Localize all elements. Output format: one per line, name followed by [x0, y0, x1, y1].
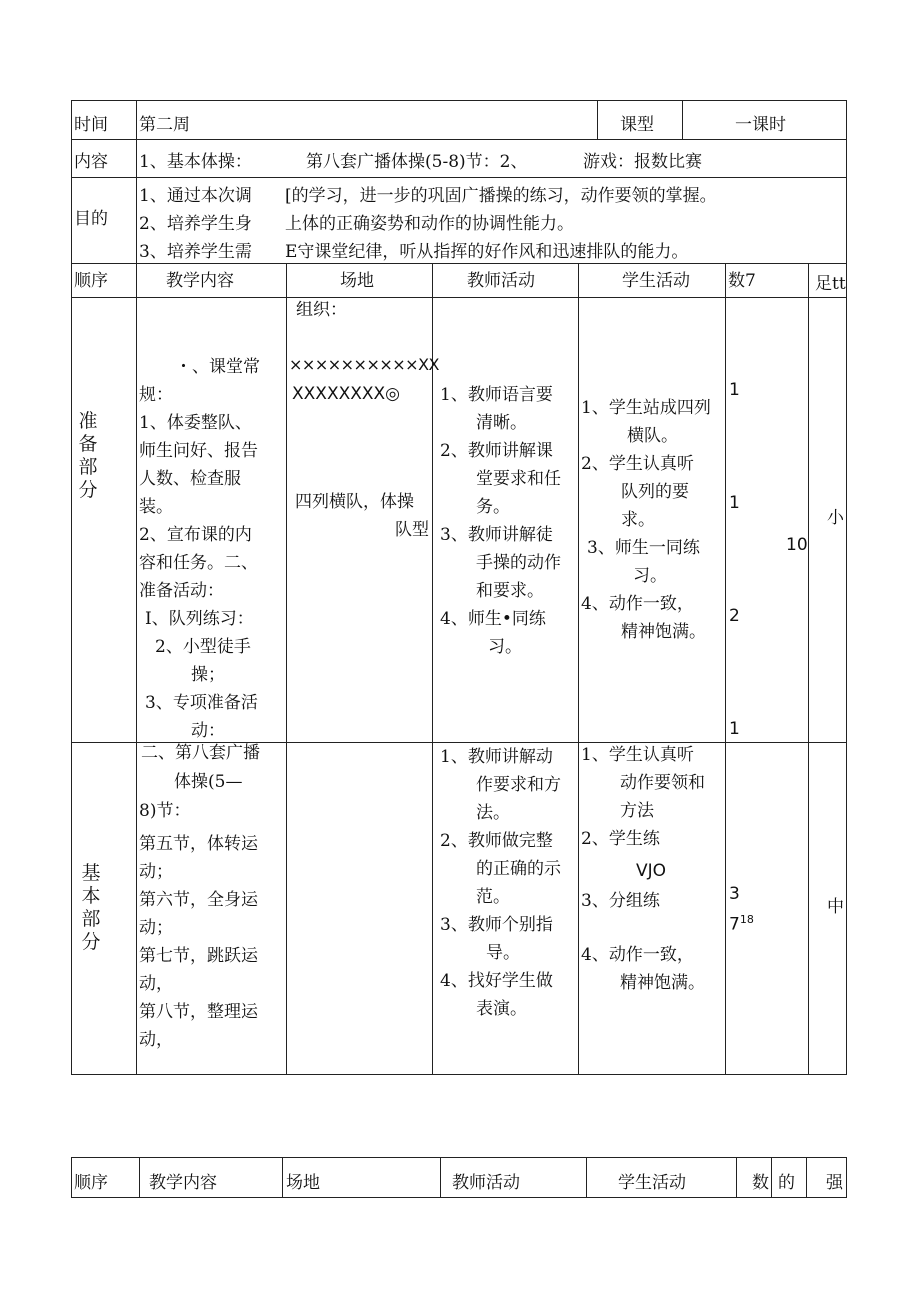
goal-left-column	[139, 182, 252, 266]
prep-count: 1	[729, 493, 740, 513]
prep-intensity: 小	[827, 508, 844, 528]
goal-right-column	[285, 182, 717, 266]
basic-count-sup: 18	[739, 913, 754, 926]
prep-content-line: 3、专项准备活	[145, 693, 258, 713]
rule	[71, 1197, 847, 1198]
basic-content-line: 动；	[139, 862, 173, 882]
col-intensity: 足tt	[815, 274, 846, 294]
prep-teacher-line: 3、教师讲解徒	[440, 525, 553, 545]
prep-content	[139, 353, 285, 745]
basic-student-line: 1、学生认真听	[581, 745, 694, 765]
basic-student-line: 3、分组练	[581, 891, 660, 911]
content-part-1: 1、基本体操：	[139, 152, 252, 172]
prep-content-line: 准备活动：	[139, 581, 224, 601]
col-teacher: 教师活动	[467, 271, 535, 291]
prep-teacher-line: 和要求。	[476, 581, 544, 601]
rule	[432, 263, 433, 1075]
rule	[846, 1157, 847, 1198]
prep-teacher-line: 4、师生•同练	[440, 609, 546, 629]
basic-teacher-line: 作要求和方	[476, 775, 561, 795]
basic-student-line: 动作要领和	[620, 773, 705, 793]
content-part-3: 游戏：报数比赛	[583, 152, 702, 172]
prep-order-char: 部	[78, 456, 98, 478]
prep-count: 1	[729, 719, 740, 739]
rule	[682, 100, 683, 140]
prep-content-line: 1、体委整队、	[139, 413, 252, 433]
rule	[808, 263, 809, 1075]
prep-teacher-line: 务。	[476, 497, 510, 517]
basic-content-line: 第五节，体转运	[139, 834, 258, 854]
basic-student-line: 4、动作一致，	[581, 945, 694, 965]
prep-teacher-line: 2、教师讲解课	[440, 441, 553, 461]
rule	[725, 263, 726, 1075]
prep-student-line: 习。	[633, 566, 667, 586]
basic-content-head-1: 二、第八套广播	[141, 743, 260, 763]
prep-content-line: 操；	[191, 665, 225, 685]
prep-content-line: ・、课堂常	[175, 357, 260, 377]
prep-student-line: 精神饱满。	[621, 622, 706, 642]
rule	[771, 1157, 772, 1198]
formation-row-1: ××××××××××XX	[289, 355, 439, 374]
prep-teacher-line: 手操的动作	[476, 553, 561, 573]
basic-count	[729, 914, 754, 934]
venue-desc-2: 队型	[395, 520, 429, 540]
prep-order-char: 分	[78, 479, 98, 501]
goal-label: 目的	[74, 209, 108, 229]
prep-content-line: 2、小型徒手	[155, 637, 251, 657]
goal-right: E守课堂纪律，听从指挥的好作风和迅速排队的能力。	[285, 242, 689, 262]
time-value: 第二周	[139, 115, 190, 135]
prep-student-line: 2、学生认真听	[581, 454, 694, 474]
goal-left: 2、培养学生身	[139, 214, 252, 234]
basic-teacher-line: 的正确的示	[476, 859, 561, 879]
basic-content-line: 第六节，全身运	[139, 890, 258, 910]
prep-student-line: 4、动作一致，	[581, 594, 694, 614]
prep-content-line: 人数、检查服	[139, 469, 241, 489]
rule	[71, 1157, 72, 1198]
basic-teacher-line: 范。	[476, 887, 510, 907]
venue-desc-1: 四列横队，体操	[295, 492, 414, 512]
prep-content-line: I、队列练习：	[145, 609, 254, 629]
basic-content-line: 第七节，跳跃运	[139, 946, 258, 966]
prep-student-line: 求。	[621, 510, 655, 530]
basic-content-head-2: 体操(5—	[174, 772, 243, 792]
rule	[440, 1157, 441, 1198]
t2-col-teacher: 教师活动	[452, 1173, 520, 1193]
basic-order-char: 分	[81, 931, 101, 953]
t2-col-of: 的	[778, 1173, 795, 1193]
venue-organization: 组织：	[296, 300, 347, 320]
prep-duration: 10	[786, 535, 808, 555]
prep-student-line: 横队。	[627, 426, 678, 446]
basic-teacher-line: 法。	[476, 803, 510, 823]
basic-content-line: 第八节，整理运	[139, 1002, 258, 1022]
goal-right: 上体的正确姿势和动作的协调性能力。	[285, 214, 574, 234]
basic-teacher-line: 3、教师个别指	[440, 915, 553, 935]
rule	[71, 100, 72, 1075]
col-student: 学生活动	[622, 271, 690, 291]
content-part-2: 第八套广播体操(5-8)节：2、	[306, 152, 528, 172]
prep-count: 2	[729, 606, 740, 626]
basic-content-line: 动；	[139, 918, 173, 938]
basic-teacher-line: 1、教师讲解动	[440, 747, 553, 767]
rule-bottom	[71, 1074, 847, 1075]
prep-teacher-line: 堂要求和任	[476, 469, 561, 489]
type-label: 课型	[620, 115, 654, 135]
rule	[71, 139, 847, 140]
t2-col-student: 学生活动	[618, 1173, 686, 1193]
t2-col-order: 顺序	[74, 1173, 108, 1193]
prep-order-char: 备	[78, 433, 98, 455]
col-count: 数7	[728, 271, 756, 291]
prep-teacher-line: 习。	[488, 637, 522, 657]
time-label: 时间	[74, 115, 108, 135]
prep-content-line: 师生问好、报告	[139, 441, 258, 461]
basic-teacher-line: 表演。	[476, 999, 527, 1019]
t2-col-intensity: 强	[826, 1173, 843, 1193]
rule	[806, 1157, 807, 1198]
prep-content-line: 2、宣布课的内	[139, 525, 252, 545]
basic-count: 3	[729, 884, 740, 904]
basic-content	[139, 830, 258, 1054]
basic-teacher-line: 导。	[486, 943, 520, 963]
basic-teacher	[440, 743, 561, 1023]
prep-teacher-line: 1、教师语言要	[440, 385, 553, 405]
rule	[282, 1157, 283, 1198]
prep-content-line: 装。	[139, 497, 173, 517]
basic-student-line: VJO	[636, 861, 667, 881]
prep-teacher-line: 清晰。	[476, 413, 527, 433]
prep-student-line: 1、学生站成四列	[581, 398, 711, 418]
col-venue: 场地	[340, 271, 374, 291]
goal-left: 3、培养学生需	[139, 242, 252, 262]
prep-content-line: 容和任务。二、	[139, 553, 258, 573]
prep-content-line: 动：	[191, 721, 225, 741]
t2-col-content: 教学内容	[149, 1173, 217, 1193]
prep-order-label	[76, 410, 100, 502]
basic-student-line: 精神饱满。	[620, 973, 705, 993]
prep-student	[581, 394, 711, 646]
basic-content-head-3: 8)节：	[139, 801, 191, 821]
basic-teacher-line: 2、教师做完整	[440, 831, 553, 851]
prep-order-char: 准	[78, 410, 98, 432]
rule	[846, 100, 847, 1075]
rule	[71, 297, 847, 298]
basic-student-line: 2、学生练	[581, 829, 660, 849]
formation-row-2: XXXXXXXX◎	[292, 384, 401, 404]
rule	[71, 177, 847, 178]
basic-order-char: 本	[81, 885, 101, 907]
rule	[71, 1157, 847, 1158]
rule	[578, 263, 579, 1075]
basic-content-line: 动，	[139, 1030, 173, 1050]
basic-count-main: 7	[729, 914, 740, 935]
content-label: 内容	[74, 152, 108, 172]
col-content: 教学内容	[166, 271, 234, 291]
prep-teacher	[440, 381, 561, 661]
rule	[286, 263, 287, 1075]
basic-intensity: 中	[827, 897, 844, 917]
t2-col-count: 数	[752, 1173, 769, 1193]
basic-student-line: 方法	[620, 801, 654, 821]
type-value: 一课时	[735, 115, 786, 135]
rule	[139, 1157, 140, 1198]
rule-top	[71, 100, 847, 101]
basic-order-label	[79, 862, 103, 954]
goal-left: 1、通过本次调	[139, 186, 252, 206]
basic-order-char: 基	[81, 862, 101, 884]
prep-student-line: 3、师生一同练	[587, 538, 700, 558]
prep-student-line: 队列的要	[621, 482, 689, 502]
rule	[736, 1157, 737, 1198]
goal-right: [的学习，进一步的巩固广播操的练习，动作要领的掌握。	[285, 186, 717, 206]
basic-content-line: 动，	[139, 974, 173, 994]
prep-count: 1	[729, 380, 740, 400]
t2-col-venue: 场地	[286, 1173, 320, 1193]
basic-teacher-line: 4、找好学生做	[440, 971, 553, 991]
prep-content-line: 规：	[139, 385, 173, 405]
col-order: 顺序	[74, 271, 108, 291]
rule	[597, 100, 598, 140]
basic-order-char: 部	[81, 908, 101, 930]
rule	[136, 100, 137, 1075]
rule	[586, 1157, 587, 1198]
